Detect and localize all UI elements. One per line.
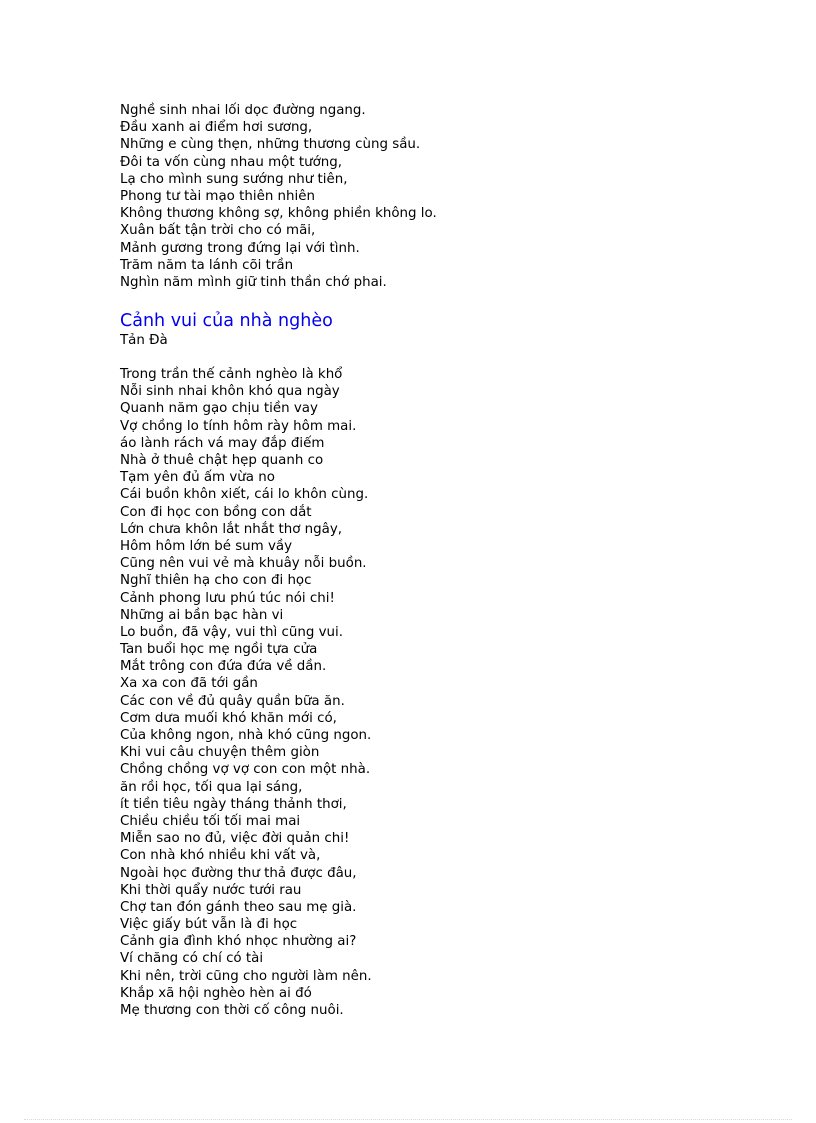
- poem-line: Xuân bất tận trời cho có mãi,: [120, 223, 316, 239]
- page-bottom-divider: [24, 1119, 792, 1120]
- document-page: [120, 102, 780, 1019]
- poem-line: Của không ngon, nhà khó cũng ngon.: [120, 728, 372, 743]
- poem-line: Trong trần thế cảnh nghèo là khổ: [120, 367, 343, 383]
- poem-line: Vợ chồng lo tính hôm rày hôm mai.: [120, 418, 357, 434]
- poem-line: Hôm hôm lớn bé sum vầy: [120, 538, 293, 554]
- poem-tail: [120, 102, 780, 291]
- poem-line: Không thương không sợ, không phiền không lo.: [120, 206, 437, 222]
- poem-line: Trăm năm ta lánh cõi trần: [120, 257, 294, 273]
- poem-line: Việc giấy bút vẫn là đi học: [120, 917, 298, 933]
- poem-line: Nghề sinh nhai lối dọc đường ngang.: [120, 103, 366, 118]
- poem-line: Tạm yên đủ ấm vừa no: [120, 470, 275, 486]
- poem-line: Quanh năm gạo chịu tiền vay: [120, 401, 318, 417]
- poem-body: [120, 366, 780, 1019]
- poem-line: Miễn sao no đủ, việc đời quản chi!: [120, 831, 350, 847]
- poem-line: Tan buổi học mẹ ngồi tựa cửa: [120, 642, 318, 658]
- poem-line: Cũng nên vui vẻ mà khuây nỗi buồn.: [120, 556, 367, 572]
- poem-line: Lớn chưa khôn lắt nhắt thơ ngây,: [120, 521, 343, 537]
- poem-line: Khi nên, trời cũng cho người làm nên.: [120, 968, 372, 984]
- poem-line: ăn rồi học, tối qua lại sáng,: [120, 779, 303, 795]
- poem-line: Đầu xanh ai điểm hơi sương,: [120, 120, 313, 136]
- poem-line: Khi vui câu chuyện thêm giòn: [120, 745, 320, 761]
- poem-author: Tản Đà: [120, 333, 168, 349]
- poem-line: Con đi học con bồng con dắt: [120, 504, 312, 520]
- poem-line: Cảnh gia đình khó nhọc nhường ai?: [120, 934, 357, 950]
- poem-line: Chiều chiều tối tối mai mai: [120, 813, 301, 829]
- poem-line: Ví chăng có chí có tài: [120, 951, 264, 967]
- poem-line: Phong tư tài mạo thiên nhiên: [120, 188, 315, 204]
- poem-line: Xa xa con đã tới gần: [120, 676, 258, 692]
- poem-line: Ngoài học đường thư thả được đâu,: [120, 865, 357, 881]
- poem-line: Khắp xã hội nghèo hèn ai đó: [120, 985, 312, 1001]
- poem-line: Mảnh gương trong đứng lại với tình.: [120, 240, 360, 256]
- poem-line: Mắt trông con đứa đứa về dần.: [120, 659, 327, 675]
- poem-line: Con nhà khó nhiều khi vất và,: [120, 848, 321, 864]
- poem-line: Nghìn năm mình giữ tinh thần chớ phai.: [120, 274, 387, 290]
- poem-line: Đôi ta vốn cùng nhau một tướng,: [120, 154, 343, 170]
- poem-line: Nhà ở thuê chật hẹp quanh co: [120, 453, 324, 468]
- poem-line: Những e cùng thẹn, những thương cùng sầu.: [120, 137, 421, 153]
- poem-line: Lo buồn, đã vậy, vui thì cũng vui.: [120, 624, 343, 640]
- poem-line: Khi thời quẩy nước tưới rau: [120, 882, 302, 898]
- poem-line: Mẹ thương con thời cố công nuôi.: [120, 1003, 344, 1018]
- poem-line: Lạ cho mình sung sướng như tiên,: [120, 171, 348, 187]
- poem-line: Các con về đủ quây quần bữa ăn.: [120, 693, 345, 709]
- poem-line: Cơm dưa muối khó khăn mới có,: [120, 710, 337, 726]
- poem-line: Nỗi sinh nhai khôn khó qua ngày: [120, 384, 340, 400]
- poem-title: Cảnh vui của nhà nghèo: [120, 311, 333, 332]
- poem-line: ít tiền tiêu ngày tháng thảnh thơi,: [120, 796, 347, 812]
- poem-line: Những ai bần bạc hàn vi: [120, 607, 284, 623]
- poem-line: Chợ tan đón gánh theo sau mẹ già.: [120, 899, 357, 915]
- poem-line: áo lành rách vá may đắp điếm: [120, 435, 325, 451]
- poem-line: Nghĩ thiên hạ cho con đi học: [120, 573, 312, 589]
- poem-line: Chồng chồng vợ vợ con con một nhà.: [120, 762, 371, 778]
- stanza-gap: [120, 349, 780, 366]
- poem-line: Cảnh phong lưu phú túc nói chi!: [120, 590, 335, 606]
- poem-line: Cái buồn khôn xiết, cái lo khôn cùng.: [120, 487, 369, 503]
